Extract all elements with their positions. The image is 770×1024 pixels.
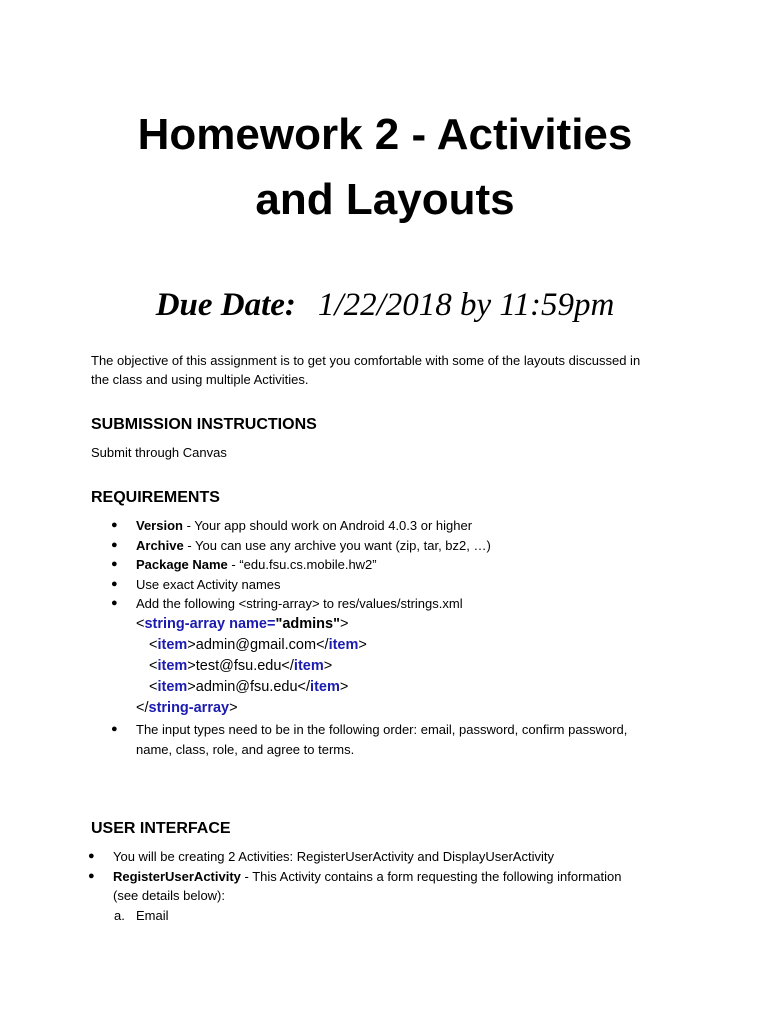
list-item [111, 555, 696, 575]
code-line-item: <item>admin@gmail.com</item> [149, 637, 367, 653]
bullet-icon: ● [111, 538, 118, 551]
due-date-label: Due Date: [155, 287, 296, 323]
list-item [88, 847, 673, 867]
list-item-text: Add the following <string-array> to res/values/strings.xml [136, 596, 463, 611]
bullet-icon: ● [88, 850, 95, 862]
list-item-text: The input types need to be in the following order: email, password, confirm password, [136, 722, 628, 737]
objective-paragraph-line-2: the class and using multiple Activities. [91, 372, 309, 387]
code-line-item: <item>test@fsu.edu</item> [149, 658, 333, 674]
list-item-bold: Archive [136, 537, 184, 553]
list-item [88, 867, 673, 887]
page-title-line-1: Homework 2 - Activities [137, 110, 633, 159]
submission-text: Submit through Canvas [91, 445, 227, 460]
code-line-item: <item>admin@fsu.edu</item> [149, 679, 349, 695]
due-date-value: 1/22/2018 by 11:59pm [317, 287, 615, 323]
list-item-bold: Version [136, 518, 183, 533]
list-item-continuation: name, class, role, and agree to terms. [136, 742, 355, 757]
list-item [111, 720, 696, 740]
list-item-text: You will be creating 2 Activities: RegisterUserActivity and DisplayUserActivity [113, 849, 554, 864]
list-item-text: - “edu.fsu.cs.mobile.hw2” [227, 557, 377, 572]
list-item [111, 536, 696, 556]
user-interface-heading: USER INTERFACE [91, 820, 231, 837]
bullet-icon: ● [111, 597, 118, 609]
list-item-bold: Package Name [136, 557, 228, 572]
list-item [111, 575, 696, 595]
due-date [0, 282, 770, 328]
requirements-heading: REQUIREMENTS [91, 489, 220, 506]
list-item-continuation: (see details below): [113, 888, 225, 903]
code-line-close: </string-array> [136, 700, 238, 716]
sub-list-text: Email [136, 907, 169, 923]
code-line-open: <string-array name="admins"> [136, 616, 349, 632]
objective-paragraph-line-1: The objective of this assignment is to get you comfortable with some of the layouts discussed in [91, 353, 641, 368]
bullet-icon: ● [111, 577, 118, 590]
list-item-bold: RegisterUserActivity [113, 868, 241, 884]
sub-list-item [114, 906, 696, 926]
list-item-text: Use exact Activity names [136, 576, 281, 592]
page-title-line-2: and Layouts [255, 175, 515, 224]
list-item-text: - Your app should work on Android 4.0.3 or higher [182, 518, 473, 533]
list-item [111, 516, 696, 536]
sub-list-marker: a. [114, 907, 125, 923]
bullet-icon: ● [88, 869, 95, 882]
submission-heading: SUBMISSION INSTRUCTIONS [91, 416, 317, 433]
bullet-icon: ● [111, 558, 118, 570]
list-item-text: - You can use any archive you want (zip, tar, bz2, …) [183, 537, 491, 553]
bullet-icon: ● [111, 723, 118, 735]
list-item [111, 594, 696, 614]
list-item-text: - This Activity contains a form requesting the following information [240, 868, 622, 884]
bullet-icon: ● [111, 519, 118, 531]
